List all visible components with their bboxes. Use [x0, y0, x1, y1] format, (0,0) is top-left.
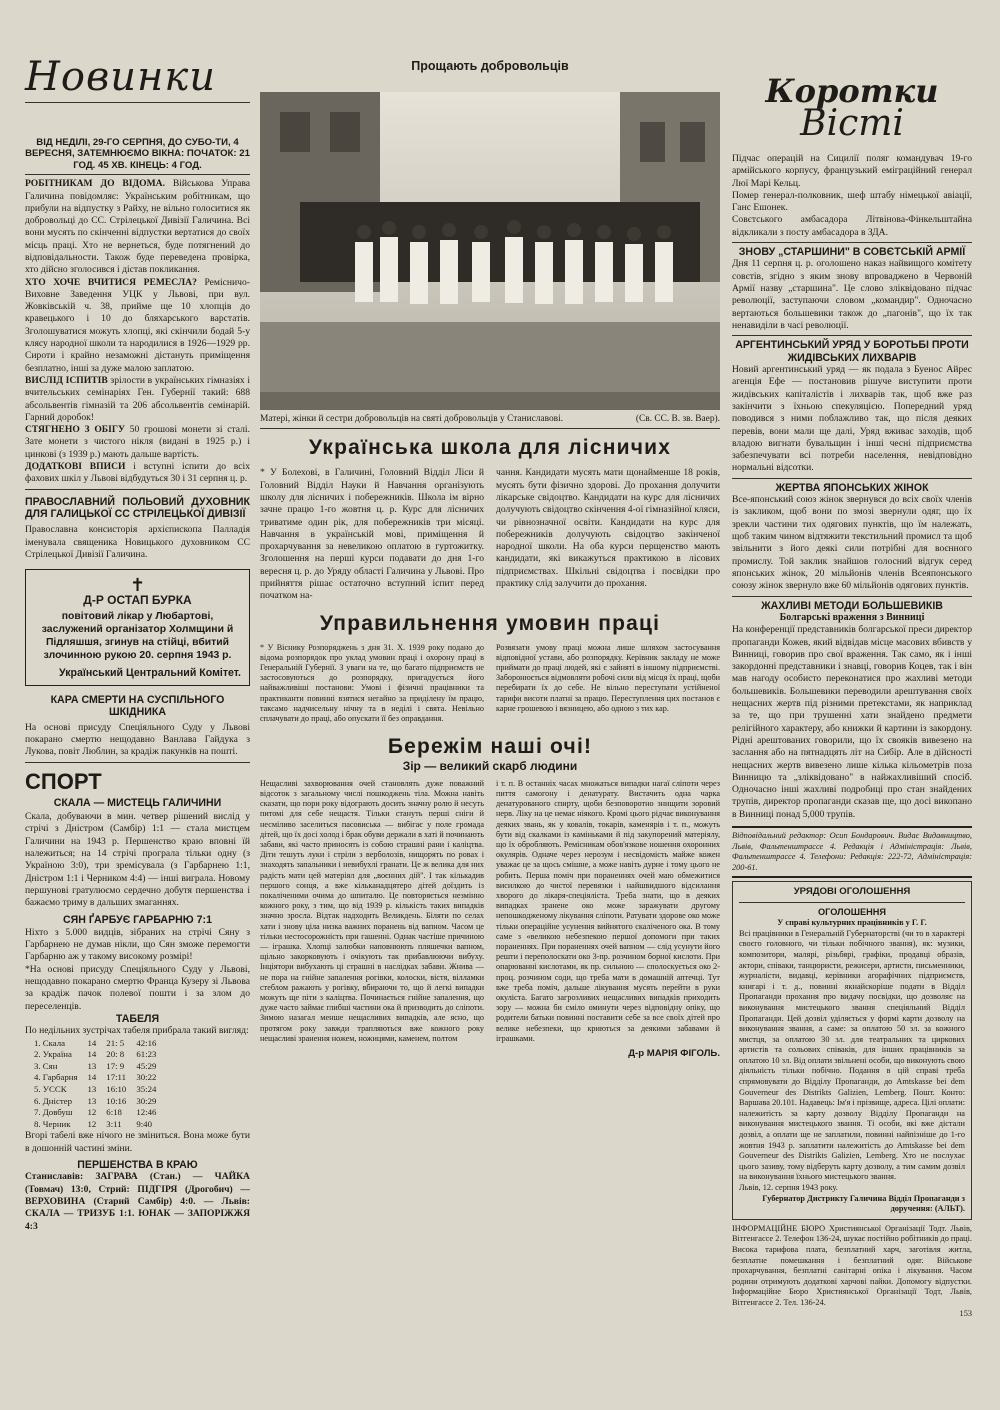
table-cell: 9:40: [136, 1118, 152, 1129]
table-row: [29, 1049, 161, 1061]
litvinov-text: Совєтського амбасадора Літвінова-Фінкельштайна відкликали з посту амбасадора в ЗДА.: [732, 214, 972, 238]
eyes-head: Бережім наші очі!: [387, 735, 593, 759]
obituary-sign: Український Центральний Комітет.: [59, 666, 241, 679]
divider: [732, 478, 972, 479]
obituary-box: [25, 569, 250, 686]
table-cell: 12: [87, 1118, 97, 1129]
info-bureau: ІНФОРМАЦІЙНЕ БЮРО Християнської Організації Тодт. Львів, Вітгенгассе 2. Телефон 136-24, шукає постійно робітників до праці. Висока тарифова плата, безплатний харч, заготівля житла, безплатне помешкання і безплатний одяг. Військове прохарчування, безплатні санітарні опіка і лікування. Часом родини отримують додаткові харчові пайки. Допомогу відпустки. Інформаційне Бюро Християнської Організації Тодт, Львів, Вітгенгассе 2. Тел. 136-24.: [732, 1223, 973, 1307]
notice-text: Всі працівники в Генеральній Губернаторстві (чи то в характері своєго головного, чи тільки побічного звання), як: музики, композитори, малярі, різьбярі, графіки, продавці образів, актори, співаки, танцюристи, режисери, артисти, письменники, журналісти, видавці, керівники агорафічних підприємств, книгарі і т. д., повинні якнайскоріше подати в Відділ Пропаганди прохання про видачу посвідки, що дозволяє на виконування мистецького звання спеціяльний Відділ Пропаганди. Цей дозвіл уділяється у формі карти дозволу на виконування звання, а саме: за оплатою 50 зл. за кожного мистця, за оплатою 30 зл. для театральних та циркових артистів та сольових співаків, для інших працівників за оплатою 10 зл. Від оплати звільнені особи, що виконують свою діяльність тільки побічно. Подання в цій справі треба спрямовувати до Відділу Пропаганди, до Amtskasse bei dem Gouverneur des Distrikts Galizien, Lemberg. Пошт. Конто: Варшава 20.101. Надавець: Ім'я і прізвище, адреса. Цілі оплати: належитість за карту дозволу Відділу Пропаганди на виконування мистецького звання. Ті особи, які вже дістали дозвіл, а оплати ще не заплатили, повинні найпізніше до 1-го жовтня 1943 р. заплатити належитість до Amtskasse bei dem Gouverneur des Distrikts Galizien, Lemberg. Хто не послухає цього зазиву, тому відберуть карту дозволу, а тим самим дозвіл на виконування їхнього мистецького звання.: [739, 928, 965, 1182]
craft-head: ХТО ХОЧЕ ВЧИТИСЯ РЕМЕСЛА?: [25, 276, 197, 288]
labour-col-1: * У Віснику Розпоряджень з дня 31. X. 1939 року подано до відома розпорядок про уклад умовин праці і охорону праці в Генеральній Губернії. З уваги на те, що багато підприємств не застосовуються до розпорядку, пригадується його найважливіші постанови: Умові і фізичні працівники та практиканти повинні взятися негайно за приділену їм працю, таксамо надчисельну нічну та в неділі і свята. Невільно сплачувати до праці, або опускати її без оправдання.: [260, 642, 484, 724]
syan-head: СЯН ҐАРБУЄ ГАРБАРНЮ 7:1: [63, 914, 212, 927]
middle-column: [260, 55, 720, 1060]
divider: [25, 102, 250, 103]
photo-caption: Матері, жінки й сестри добровольців на святі добровольців у Станиславові.: [260, 414, 564, 425]
japan-head: ЖЕРТВА ЯПОНСЬКИХ ЖІНОК: [775, 481, 929, 494]
editor-info: Відповідальний редактор: Осип Бондарович. Видає Видавництво, Львів, Фальтенштрассе 4. Редакція і Адміністрація: Львів, Фальтенштрассе 4. Телефони: Редакція: 222-72, Адміністрація: 200-61.: [732, 830, 972, 872]
extra-head: ДОДАТКОВІ ВПИСИ: [25, 461, 126, 473]
notice-sign: Губернатор Дистрикту Галичина Відділ Пропаганди з доручення: (АЛЬТ).: [762, 1193, 965, 1214]
table-cell: 61:23: [136, 1049, 157, 1060]
photo: [260, 92, 720, 410]
table-row: [29, 1061, 161, 1073]
table-cell: 3:11: [106, 1118, 122, 1129]
left-column: [25, 55, 250, 1233]
table-cell: 16:10: [106, 1084, 127, 1095]
japan-text: Все-японський союз жінок звернувся до всіх своїх членів із закликом, щоб вони по змозі звернули одяг, що їх зрекли частини тих одягових пунктів, що їм належать, щоб таким чином відтяжити текстильний промисл та щоб звільнити з його деякі сили потрібні для воєнного промислу. Той заклик знайшов голосний відгук серед японських жінок, 20 мільйонів членів Всеяпонського союзу жінок звернуло вже 60 мільйонів одягових пунктів.: [732, 494, 972, 592]
cinema-notice: ВІД НЕДІЛІ, 29-ГО СЕРПНЯ, ДО СУБО-ТИ, 4 ВЕРЕСНЯ, ЗАТЕМНЮЄМО ВІКНА: ПОЧАТОК: 21 ГОД. 45 ХВ. КІНЕЦЬ: 4 ГОД.: [25, 137, 250, 171]
officers-text: Дня 11 серпня ц. р. оголошено наказ найвищого комітету совєтів, згідно з яким знову впроваджено в Червоній Армії назву „старшина". Це слово зліквідовано підчас революції, заступаючи словом „командир". Одночасно вертаються большевики також до „пагонів", що їх так ненавиділи в часі революції.: [732, 258, 972, 331]
photo-caption-row: [260, 413, 720, 425]
table-cell: 17: 9: [106, 1060, 125, 1071]
argentina-head: АРГЕНТИНСЬКИЙ УРЯД У БОРОТЬБІ ПРОТИ ЖИДІВСЬКИХ ЛИХВАРІВ: [735, 339, 969, 364]
table-cell: 45:29: [136, 1060, 157, 1071]
divider: [739, 902, 965, 903]
photo-title: Прощають добровольців: [411, 59, 569, 73]
table-cell: 21: 5: [106, 1037, 125, 1048]
bolshevik-text: На конференції представників болгарської преси директор пропаганди Кожев, який відвідав місце масових вбивств у Винниці, говорив про свої враження. Так само, як і інші закордонні представники і знавці, говорив Коцев, так і він мав нагоду особисто переконатися про жахливі методи большевиків. Большевики переводили арештування своїх нещасних жертв під різними претекстами, як наприклад за те, що при трушенні хати знайдено предмети релігійного характеру, або книжки й картини із закордону. Рідні арештованих говорили, що їх свояків вивезено на заслання або на пятнадцять літ на Сибір. Але в дійсності нещасних жертв вивезено лише кілька кільометрів поза Винницю та „зліквідовано" в найжахливіший спосіб. Одночасно інші жахливі подробиці про стан знайдених трупів, директор пропаганди сказав ще, що досі викопано в Винниці понад 5,000 трупів.: [732, 624, 972, 820]
table-cell: 12: [87, 1107, 97, 1118]
eyes-subhead: Зір — великий скарб людини: [402, 759, 578, 774]
table-cell: 1. Скала: [34, 1037, 66, 1048]
table-cell: 7. Довбуш: [34, 1107, 73, 1118]
table-cell: 13: [87, 1060, 97, 1071]
table-cell: 2. Україна: [34, 1049, 72, 1060]
notice-head: ОГОЛОШЕННЯ: [818, 906, 886, 917]
syan-text-2: *На основі присуду Спеціяльного Суду у Львові, нещодавно покарано смертю Франца Кузеру зі Львова за крадіж пачок полевої пошти і за злом до переселенців.: [25, 963, 250, 1012]
table-cell: 42:16: [136, 1037, 157, 1048]
table-cell: 13: [87, 1095, 97, 1106]
government-notices: [732, 881, 972, 1219]
table-cell: 5. УССК: [34, 1084, 67, 1095]
eyes-author: Д-р МАРІЯ ФІГОЛЬ.: [628, 1047, 720, 1059]
short-news-logo: [732, 72, 972, 144]
table-row: [29, 1072, 161, 1084]
table-cell: 8. Черник: [34, 1118, 71, 1129]
photo-credit: (Св. СС. В. зв. Ваер).: [635, 414, 720, 425]
gov-notices-head: УРЯДОВІ ОГОЛОШЕННЯ: [793, 886, 911, 898]
forest-col-1: * У Болехові, в Галичині, Головний Відділ Ліси й Головний Відділ Науки й Навчання організують школу для лісничих і побережників. Школа ім вірно зачне працю 1-го жовтня ц. р. Курс для лісничих триватиме один рік, для побережників три місяці. Навчання в українській мові, приміщення й прохарчування за невеликою оплатою в гуртожитку. Зголошення на перші курси подавати до дня 1-го вересня ц. р. до Уряду області Галичина у Львові. Про прийняття рішає остаточно вступний іспит перед початком на-: [260, 467, 484, 602]
divider: [732, 826, 972, 828]
sicily-text: Підчас операцій на Сицилії поляг командувач 19-го армійського корпусу, французький еміграційний генерал Люї Марі Кельц.: [732, 153, 972, 189]
skala-text: Скала, добуваючи в мин. четвер рішений вислід у стрічі з Дністром (Самбір) 1:1 — стала мистцем Галичини на 1943 р. Першенство краю вповні їй належиться; на 14 стрічі програла тільки одну (з Україною 3:0), три зремісувала (з Гарбарнею 1:1, Дністром 1:1 і Черником 4:4) — інші виграла. Новому першунові гратулюємо сердечно добутя першенства і бажаємо триму в дальших змаганнях.: [25, 811, 250, 909]
table-cell: 14: [87, 1072, 97, 1083]
right-column: [732, 55, 972, 1319]
table-row: [29, 1107, 161, 1119]
divider: [25, 489, 250, 490]
labour-head: Управильнення умовин праці: [319, 611, 661, 635]
table-cell: 17:11: [106, 1072, 127, 1083]
section-title-novynky: Новинки: [25, 54, 217, 100]
table-row: [29, 1038, 161, 1050]
forest-columns: [260, 467, 720, 602]
syan-text: Ніхто з 5.000 видців, зібраних на стрічі Сяну з Гарбарнею не думав нікли, що Сян зможе перемогти Гарбарню аж у такому високому розмірі!: [25, 926, 250, 963]
argentina-text: Новий аргентинський уряд — як подала з Буенос Айрес агенція Ефе — постановив рішуче виступити проти жидівських капіталістів і лихварів так, щоб вже раз закінчити з їхньою спекуляцією. Попередний уряд поводився з ними поблажливо так, що після деяких перевів, вони мали ще далі, Уряд вживає заходів, щоб владою вигнати бувальщин і інші чесні підприємства забезпечувати всі потреби населення, невідповідно нормальні відсотки.: [732, 364, 972, 474]
table-cell: 10:16: [106, 1095, 127, 1106]
notice-subhead: У справі культурних працівників у Г. Г.: [777, 918, 927, 928]
bolshevik-head: ЖАХЛИВІ МЕТОДИ БОЛЬШЕВИКІВ: [761, 599, 943, 612]
divider: [732, 335, 972, 336]
labour-col-2: Розвязати умову праці можна лише шляхом застосування відповідної устави, або розпорядку. Керівник закладу не може приймати до праці людей, які є зайняті в іншому підприємстві. Заборонюється відмовляти робочі сили від місця їх праці, щоби перебирати їх до себе. Не вільно переступати устійненої тарифи висоти платні за працю. Переступлення цих постанов є карне грошевою і вязницею, або одною з тих кар.: [496, 642, 720, 713]
table-row: [29, 1084, 161, 1096]
eyes-col-1: Нещасливі захворювання очей становлять дуже поважний відсоток з загальному числі пошкоджень тіла. Можна навіть сказати, що пори року відограють досить значну ролю й несуть питомі для себе нещастя. Тільки стануть перші сніги й несміливо заселиться пасовиська — вибігає у поле громада дітей, що їх досі холод і брак обуви держали в хаті й починають забави, які часто приносять із собою страшні рани і каліцтва. Діти тешуть луки і стріли з верболозів, нищорять по ровах і знаходять запальники і невибухлі гранати. Це ж велика для них радість мати цей матеріял для „воєнних дій". І так кількадив першого сонця, а вже кільканадцятеро дітей доїздить із покаліченими очима до шпиталю. Це повторяється незмінно кожного року, з тим, що від 1939 р. кількість таких випадків значно зросла. Відтак надходить Великдень. Біляти по селах хати і знову ціла низка важних поранень від вапном. Часом це тільки нестосорожність при гашенні. Однак частіше причиною — іграшка. Хлопці залюбки наповнюють пляшечки вапном, щільно закорковують і очікують так прибавлюючи вибуху. Інціятори вибухають ці страшні в наслідках забави. Жнива — не пора на гнійне запалення рогівки, колоски, вістя, вілламки стеблом ражають у рогівку, вбираючи то, що й легкі випадки можуть ще піти з каліцтва. Починається гнійне запалення, що дуже часто займає глибші частини ока й призводить до сліпоти. Зимою назагал менше нещасливих випадків, але ясно, що протягом року завжди трапляються вже кожного року нещасливі зранення ножем, ножицями, каменем, полтом: [260, 778, 484, 1043]
table-cell: 20: 8: [106, 1049, 125, 1060]
league-table: [29, 1038, 161, 1131]
table-cell: 14: [87, 1049, 97, 1060]
table-cell: 6:18: [106, 1107, 122, 1118]
league-text: Станиславів: ЗАГРАВА (Стан.) — ЧАЙКА (Товмач) 13:0, Стрий: ПІДГІРЯ (Дрогобич) — ВЕРХОВИНА (Старий Самбір) 4:0. — Львів: СКАЛА — ТРИЗУБ 1:1. ЮНАК — ЗАПОРІЖЖЯ 4:3: [25, 1171, 250, 1232]
ieshonek-text: Помер генерал-полковник, шеф штабу німецької авіації, Ганс Ешонек.: [732, 189, 972, 214]
eyes-col-2: і т. п. В останніх часах множаться випадки нагаї сліпоти через пиття самогону і денатурату. Вистачить одна чарка денатурованого спирту, щоби безповоротно знищити зоровий нерв. Ліку на це немає ніякого. Кромі цього рідчає виконування деяких звань, як у ковалів, токарів, каменярів і т. п., можуть бути від скалками із каміньками й під закупорений матеріялу, що їх обробляють. Ремісникам обов'язкове ношення охоронних окулярів. Одначе через нерозум і несвідомість майже кожен уважає це за щось смішне, а може навіть дурне і тому цього не робить. Перша поміч при пораненнях очей маю обмежитися висилкою до чистої перевязки і найшвидшого відсилання хворого до лікаря-спеціяліста. Треба знати, що в деяких випадках зранене око може заражувати другому непошкодженому лікування сліпоти. Ратувати здорове око може тільки операційне усунення вийнятого скаліченого ока. В тому саме з «великою небезпекою першої допомоги при таких пораненнях. При пораненнях очей вапном — слід усунути його решти і переполоскати око 3-пр. розчином борної кислоти. При опарюванні кислотами, як пр. сильною — сполоскується око 2-проц. розчином соди, що треба мати в домашній аптечці. Тут вже треба поміч, дальше лікування мусять перейти в руки окуліста. Багато загрозливих нещасливих випадків приходить зору — можна би сміло оминути через відповідну опіку, що родители батьки повинні поставити себе за все своїх дітей про велике небезпеки, що криються за деякими забавами й іграшками.: [496, 778, 720, 1043]
coins-head: СТЯГНЕНО З ОБІГУ: [25, 424, 125, 436]
chaplain-text: Православна консисторія архієпископа Палладія іменувала священика Новицького духовником СС Стрілецької Дивізії Галичина.: [25, 524, 250, 561]
table-cell: 6. Дністер: [34, 1095, 73, 1106]
workers-head: РОБІТНИКАМ ДО ВІДОМА.: [25, 178, 165, 190]
notice-date: Львів, 12. серпня 1943 року.: [739, 1183, 838, 1193]
table-cell: 14: [87, 1037, 97, 1048]
officers-head: ЗНОВУ „СТАРШИНИ" В СОВЄТСЬКІЙ АРМІЇ: [738, 246, 966, 259]
craft-text: Ремісничо-Виховне Заведення УЦК у Львові, при вул. Жовківській ч. 38, прийме ще 10 хлопців до кравецького і 10 до бляхарського варстатів. Зголошуватися можуть хлопці, які скінчили бодай 5-у клясу народної школи та народилися в 1926—1929 рр. Сироти і крайно незаможні дістануть приміщення безплатно, інші за дуже малою заплатою.: [25, 276, 250, 374]
bolshevik-subhead: Болгарські враження з Винниці: [779, 611, 925, 623]
extra-text: і вступні іспити до всіх фахових шкіл у Львові відбудуться 30 і 31 серпня ц. р.: [25, 461, 251, 485]
table-row: [29, 1096, 161, 1108]
labour-columns: [260, 643, 720, 725]
table-cell: 3. Сян: [34, 1060, 58, 1071]
short-news-title-2: Вісті: [800, 103, 904, 144]
table-head: ТАБЕЛЯ: [115, 1012, 160, 1025]
divider: [732, 876, 972, 878]
coins-text: 50 грошові монети зі сталі. Зате монети з чистого нікля (видані в 1925 р.) і цинкові (з 1939 р.) мають дальше вартість.: [25, 424, 250, 460]
forest-school-head: Українська школа для лісничих: [308, 436, 672, 460]
death-text: На основі присуду Спеціяльного Суду у Львові покарано смертю нещодавно Ванлава Гайдука з Лукова, повіт Люблин, за крадіж пакунків на пошті.: [25, 721, 250, 758]
short-news-title-1: Коротки: [765, 72, 939, 110]
death-head: КАРА СМЕРТИ НА СУСПІЛЬНОГО ШКІДНИКА: [50, 693, 225, 719]
skala-head: СКАЛА — МИСТЕЦЬ ГАЛИЧИНИ: [53, 796, 222, 809]
table-cell: 4. Гарбарня: [34, 1072, 78, 1083]
obituary-name: Д-Р ОСТАП БУРКА: [83, 593, 192, 608]
photo-image: [260, 92, 720, 410]
page-number: 153: [959, 1308, 972, 1318]
eyes-columns: [260, 779, 720, 1061]
cross-icon: ✝: [129, 575, 146, 596]
divider: [260, 428, 720, 429]
table-cell: 12:46: [136, 1107, 157, 1118]
league-head: ПЕРШЕНСТВА В КРАЮ: [77, 1158, 198, 1171]
exam-head: ВИСЛІД ІСПИТІВ: [25, 374, 108, 386]
table-cell: 13: [87, 1084, 97, 1095]
chaplain-head: ПРАВОСЛАВНИЙ ПОЛЬОВИЙ ДУХОВНИК ДЛЯ ГАЛИЦЬКОЇ СС СТРІЛЕЦЬКОЇ ДИВІЗІЇ: [25, 495, 250, 521]
sport-title: СПОРТ: [25, 768, 102, 794]
forest-col-2: чання. Кандидати мусять мати щонайменше 18 років, мусять бути фізично здорові. До прохання долучити лікарське свідоцтво. Кандидати на курс для лісничих долучують свідоцтво скінчення 4-ої гімназійної кляси, чи рівнозначної освіти. Кандидати на курс для побережників долучують свідоцтво закінченої народної школи. На оба курси перщенство мають кандидати, які викажуться практикою в лісових підприємствах. Шкільні свідоцтва і посвідки про практику слід залучити до прохання.: [496, 467, 720, 590]
obituary-text: повітовий лікар у Любартові, заслужений організатор Холмщини й Підляшшя, згинув на стійці, вбитий злочинною рукою 20. серпня 1943 р.: [41, 610, 234, 662]
divider: [25, 174, 250, 175]
workers-text: Військова Управа Галичина повідомляє: Українським робітникам, що прибули на відпустку з Райху, не вільно голоситися як добровольці до СС. Стрілецької Дивізії Галичина. Всі вони мусять по скінченні відпустки вертатися до своїх місць праці. Хто не вернеться, буде потягнений до відповідальности. Також буде переведена провірка, хто дійсно зголосився і дістав покликання.: [25, 178, 250, 276]
table-cell: 30:29: [136, 1095, 157, 1106]
divider: [25, 762, 250, 763]
table-cell: 30:22: [136, 1072, 157, 1083]
divider: [732, 596, 972, 597]
table-note: Вгорі табелі вже нічого не зміниться. Вона може бути в дошонній частині зміни.: [25, 1130, 250, 1154]
table-intro: По недільних зустрічах табеля прибрала такий вигляд:: [25, 1025, 249, 1037]
table-cell: 35:24: [136, 1084, 157, 1095]
exam-text: зрілости в українських гімназіях і вчительських семінаріях Ген. Губернії такий: 688 абсольвентів гімназій та 206 абсольвентів семінарій. Гарний доробок!: [25, 374, 250, 423]
divider: [732, 242, 972, 243]
table-row: [29, 1119, 161, 1131]
